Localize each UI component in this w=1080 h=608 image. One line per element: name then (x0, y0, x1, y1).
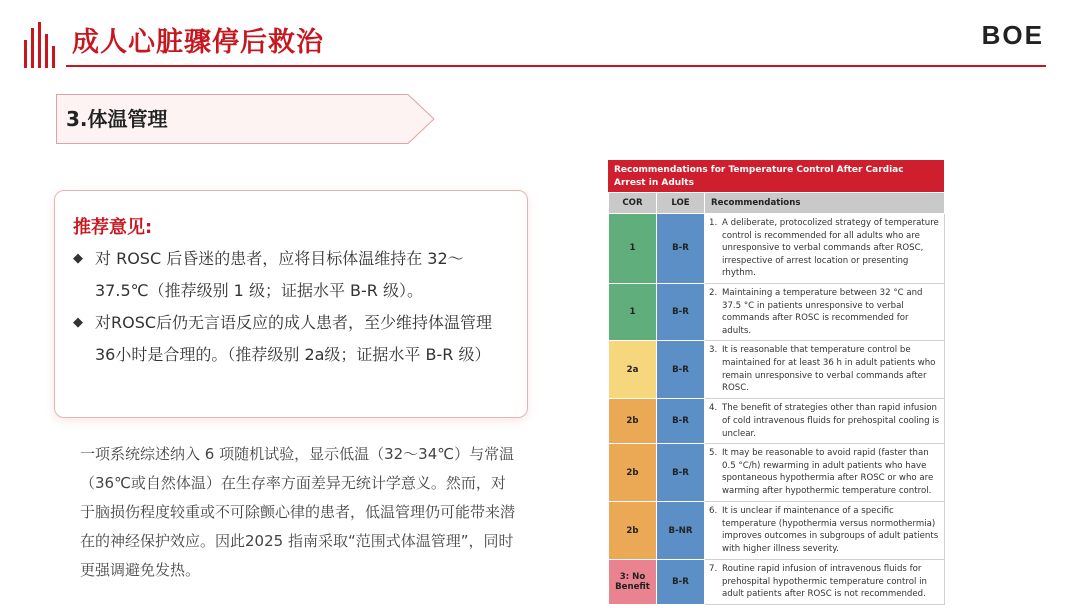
logo-bars-icon (24, 22, 62, 68)
table-title: Recommendations for Temperature Control After Cardiac Arrest in Adults (608, 160, 944, 192)
table-row (609, 214, 945, 284)
cor-cell: 1 (609, 214, 657, 284)
recommendation-number: 4. (709, 403, 718, 414)
page-title: 成人心脏骤停后救治 (72, 27, 324, 58)
recommendation-text: A deliberate, protocolized strategy of temperature control is recommended for all adults who are unresponsive to verbal commands after ROSC, irrespective of arrest location or presenting rhythm. (722, 218, 939, 279)
recommendation-number: 2. (709, 287, 718, 298)
header-divider (66, 65, 1046, 67)
table-row (609, 283, 945, 340)
loe-cell: B-NR (657, 502, 705, 560)
recommendation-cell (705, 399, 945, 444)
loe-cell: B-R (657, 560, 705, 605)
cor-cell: 2b (609, 399, 657, 444)
recommendation-table (608, 160, 944, 605)
table-row (609, 502, 945, 560)
recommendation-number: 3. (709, 345, 718, 356)
cor-cell: 2b (609, 502, 657, 560)
recommendation-number: 6. (709, 506, 718, 517)
recommendation-cell (705, 283, 945, 340)
recommendation-cell (705, 560, 945, 605)
cor-cell: 3: No Benefit (609, 560, 657, 605)
table-row (609, 341, 945, 399)
brand-logo: BOE (981, 20, 1044, 50)
col-header-loe: LOE (657, 193, 705, 214)
loe-cell: B-R (657, 283, 705, 340)
col-header-recommendations: Recommendations (705, 193, 945, 214)
loe-cell: B-R (657, 341, 705, 399)
cor-cell: 2a (609, 341, 657, 399)
cor-cell: 1 (609, 283, 657, 340)
bullet-item (73, 307, 505, 371)
card-title: 推荐意见: (73, 217, 153, 238)
loe-cell: B-R (657, 399, 705, 444)
recommendation-text: It may be reasonable to avoid rapid (faster than 0.5 °C/h) rewarming in adult patients who have spontaneous hypothermia after ROSC or who are warming after hypothermic temperature control. (722, 448, 934, 496)
recommendation-cell (705, 214, 945, 284)
recommendation-number: 1. (709, 218, 718, 228)
recommendation-number: 5. (709, 448, 718, 459)
table-row (609, 399, 945, 444)
recommendation-text: It is unclear if maintenance of a specific temperature (hypothermia versus normothermia) improves outcomes in subgroups of adult patients with higher illness severity. (722, 506, 939, 554)
section-label: 3.体温管理 (66, 107, 168, 131)
table-grid (608, 192, 945, 605)
recommendation-card (54, 190, 528, 418)
recommendation-text: Routine rapid infusion of intravenous fluids for prehospital hypothermic temperature control in adult patients after ROSC is not recommended. (722, 564, 927, 600)
recommendation-number: 7. (709, 564, 718, 575)
summary-paragraph: 一项系统综述纳入 6 项随机试验，显示低温（32～34℃）与常温（36℃或自然体温）在生存率方面差异无统计学意义。然而，对于脑损伤程度较重或不可除颤心律的患者，低温管理仍可能带来潜在的神经保护效应。因此2025 指南采取“范围式体温管理”，同时更强调避免发热。 (80, 445, 516, 579)
bullet-item (73, 243, 505, 307)
table-row (609, 444, 945, 502)
loe-cell: B-R (657, 444, 705, 502)
recommendation-text: It is reasonable that temperature control be maintained for at least 36 h in adult patients who remain unresponsive to verbal commands after ROSC. (722, 345, 936, 394)
recommendation-text: The benefit of strategies other than rapid infusion of cold intravenous fluids for prehospital cooling is unclear. (722, 403, 940, 439)
table-header-row (609, 193, 945, 214)
section-tag (56, 94, 436, 144)
recommendation-text: Maintaining a temperature between 32 °C and 37.5 °C in patients unresponsive to verbal commands after ROSC is recommended for adults. (722, 287, 923, 336)
col-header-cor: COR (609, 193, 657, 214)
cor-cell: 2b (609, 444, 657, 502)
diamond-bullet-icon: ◆ (73, 315, 83, 330)
loe-cell: B-R (657, 214, 705, 284)
diamond-bullet-icon: ◆ (73, 251, 83, 266)
bullet-text: 对ROSC后仍无言语反应的成人患者，至少维持体温管理36小时是合理的。（推荐级别 2a级；证据水平 B-R 级） (95, 313, 493, 364)
recommendation-cell (705, 502, 945, 560)
bullet-text: 对 ROSC 后昏迷的患者，应将目标体温维持在 32～37.5℃（推荐级别 1 级；证据水平 B-R 级）。 (95, 249, 464, 300)
recommendation-cell (705, 341, 945, 399)
table-row (609, 560, 945, 605)
recommendation-cell (705, 444, 945, 502)
